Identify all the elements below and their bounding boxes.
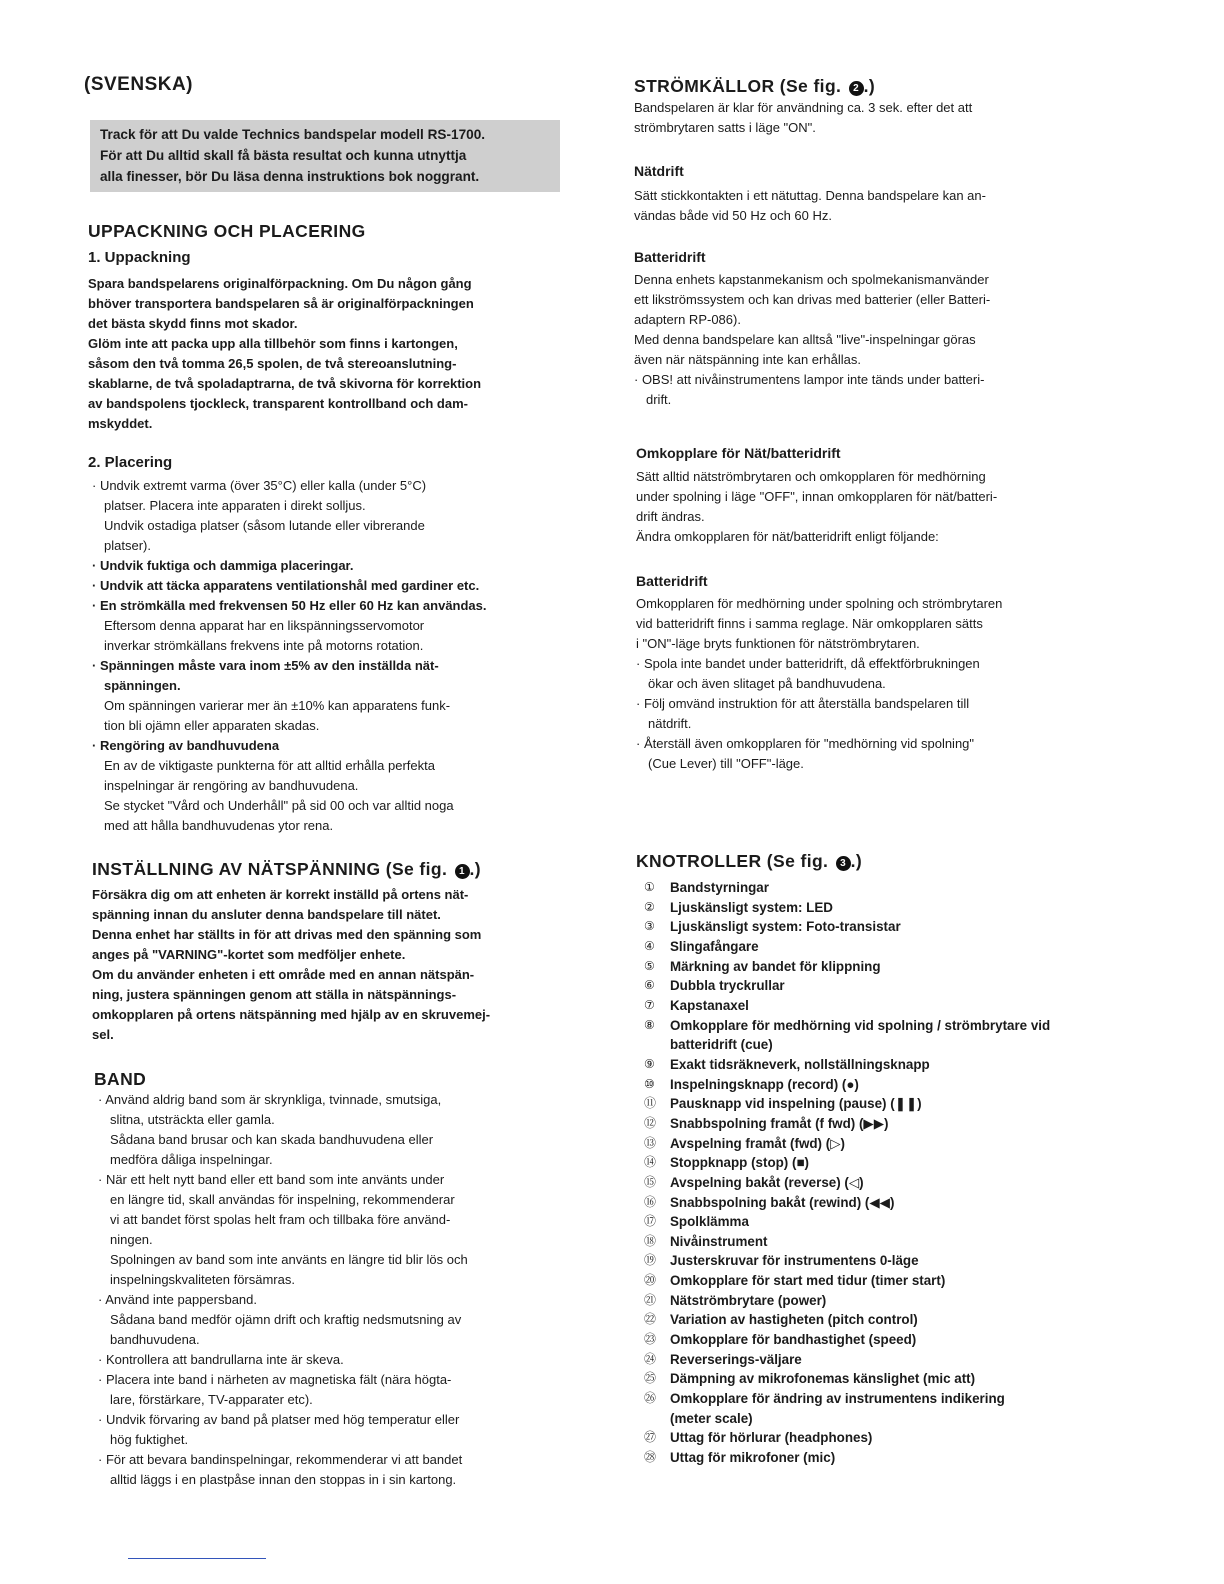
text-line: Eftersom denna apparat har en likspänningsservomotor [104, 618, 425, 633]
unpacking-text [88, 274, 578, 434]
text-line: platser. Placera inte apparaten i direkt solljus. [104, 498, 366, 513]
control-number: ⑪ [644, 1096, 657, 1111]
control-label: Bandstyrningar [670, 880, 769, 895]
footer-rule [128, 1558, 266, 1559]
control-number: ⑫ [644, 1115, 657, 1130]
power-title-text: STRÖMKÄLLOR (Se fig. [634, 76, 842, 96]
control-list-item [644, 1330, 1124, 1350]
control-number: ⑥ [644, 978, 655, 993]
figure-number-badge: 3 [836, 856, 851, 871]
control-label-continuation: batteridrift (cue) [670, 1037, 773, 1053]
language-heading: (SVENSKA) [84, 74, 194, 95]
control-number: ⑤ [644, 958, 655, 973]
text-line: · En strömkälla med frekvensen 50 Hz eller 60 Hz kan användas. [92, 598, 487, 613]
control-list-item [644, 1193, 1124, 1213]
control-list-item [644, 1232, 1124, 1252]
voltage-text [92, 885, 582, 1045]
text-line: alltid läggs i en plastpåse innan den stoppas in i sin kartong. [110, 1472, 457, 1487]
control-label: Stoppknapp (stop) (■) [670, 1155, 809, 1171]
subsection-title-switch: Omkopplare för Nät/batteridrift [636, 445, 841, 461]
subsection-title-unpacking: 1. Uppackning [88, 249, 191, 266]
control-label: Kapstanaxel [670, 997, 749, 1013]
text-line: inspelningskvaliteten försämras. [110, 1272, 295, 1287]
mains-text [634, 186, 1124, 226]
control-label: Reverserings-väljare [670, 1351, 802, 1367]
text-line: Med denna bandspelare kan alltså "live"-inspelningar göras [634, 332, 976, 347]
control-label: Pausknapp vid inspelning (pause) (❚❚) [670, 1096, 922, 1112]
text-line: under spolning i läge "OFF", innan omkopplaren för nät/batteri- [636, 489, 998, 504]
control-list-item [644, 1094, 1124, 1114]
text-line: · Undvik extremt varma (över 35°C) eller kalla (under 5°C) [92, 478, 427, 493]
control-list-item [644, 1153, 1124, 1173]
text-line: lare, förstärkare, TV-apparater etc). [110, 1392, 313, 1407]
text-line: i "ON"-läge bryts funktionen för nätströmbrytaren. [636, 636, 920, 651]
control-list-item [644, 1428, 1124, 1448]
text-line: inspelningar är rengöring av bandhuvudena. [104, 778, 359, 793]
section-title-unpacking: UPPACKNING OCH PLACERING [88, 221, 366, 241]
control-number: ㉒ [644, 1312, 657, 1327]
text-line: vid batteridrift finns i samma reglage. När omkopplaren sätts [636, 616, 983, 631]
text-line: omkopplaren på ortens nätspänning med hjälp av en skruvemej- [92, 1007, 491, 1022]
control-number: ③ [644, 919, 655, 934]
control-list-item [644, 1016, 1124, 1036]
subsection-title-mains: Nätdrift [634, 163, 684, 179]
text-line: vi att bandet först spolas helt fram och tillbaka före använd- [110, 1212, 451, 1227]
control-list-item [644, 917, 1124, 937]
control-label: Omkopplare för bandhastighet (speed) [670, 1332, 917, 1348]
control-label: Märkning av bandet för klippning [670, 958, 881, 974]
battery-text [634, 270, 1124, 410]
text-line: ning, justera spänningen genom att ställa in nätspännings- [92, 987, 457, 1002]
text-line: · Kontrollera att bandrullarna inte är skeva. [98, 1352, 344, 1367]
voltage-title-text: INSTÄLLNING AV NÄTSPÄNNING (Se fig. [92, 859, 448, 879]
control-label: Spolklämma [670, 1214, 749, 1230]
text-line: · Undvik förvaring av band på platser med hög temperatur eller [98, 1412, 460, 1427]
control-list-item [644, 1291, 1124, 1311]
control-label: Ljuskänsligt system: LED [670, 899, 833, 915]
text-line: det bästa skydd finns mot skador. [88, 316, 298, 331]
text-line: Försäkra dig om att enheten är korrekt inställd på ortens nät- [92, 887, 469, 902]
text-line: · Återställ även omkopplaren för "medhörning vid spolning" [636, 736, 975, 751]
text-line: mskyddet. [88, 416, 153, 431]
control-label: Nätströmbrytare (power) [670, 1292, 827, 1308]
notice-line: alla finesser, bör Du läsa denna instruktions bok noggrant. [100, 169, 480, 184]
text-line: strömbrytaren satts i läge "ON". [634, 120, 816, 135]
control-list-item [644, 1055, 1124, 1075]
control-list-item [644, 1369, 1124, 1389]
text-line: · Spänningen måste vara inom ±5% av den inställda nät- [92, 658, 439, 673]
control-number: ⑦ [644, 997, 655, 1012]
control-label: Omkopplare för start med tidur (timer start) [670, 1273, 946, 1289]
text-line: Sätt alltid nätströmbrytaren och omkopplaren för medhörning [636, 469, 986, 484]
control-number: ① [644, 880, 655, 894]
text-line: En av de viktigaste punkterna för att alltid erhålla perfekta [104, 758, 435, 773]
text-line: Denna enhet har ställts in för att drivas med den spänning som [92, 927, 482, 942]
subsection-title-battery-2: Batteridrift [636, 573, 708, 589]
text-line: inverkar strömkällans frekvens inte på motorns rotation. [104, 638, 424, 653]
text-line: vändas både vid 50 Hz och 60 Hz. [634, 208, 833, 223]
text-line: slitna, utsträckta eller gamla. [110, 1112, 275, 1127]
control-label: Avspelning framåt (fwd) (▷) [670, 1135, 845, 1151]
text-line: såsom den två tomma 26,5 spolen, de två stereoanslutning- [88, 356, 457, 371]
control-number: ⑱ [644, 1233, 657, 1248]
power-text [634, 98, 1124, 138]
section-title-power [634, 76, 875, 97]
control-list-item [644, 996, 1124, 1016]
control-label: Nivåinstrument [670, 1233, 768, 1249]
text-line: nätdrift. [648, 716, 692, 731]
control-list-item [644, 1271, 1124, 1291]
control-list-item [644, 1134, 1124, 1154]
text-line: (Cue Lever) till "OFF"-läge. [648, 756, 804, 771]
text-line: tion bli ojämn eller apparaten skadas. [104, 718, 320, 733]
control-number: ⑲ [644, 1253, 657, 1268]
control-list-item [644, 1212, 1124, 1232]
text-line: · Använd aldrig band som är skrynkliga, tvinnade, smutsiga, [98, 1092, 442, 1107]
control-number: ㉓ [644, 1332, 657, 1347]
control-list-item [644, 937, 1124, 957]
control-list-item [644, 878, 1124, 898]
control-label: Omkopplare för medhörning vid spolning / strömbrytare vid [670, 1017, 1051, 1033]
control-label: Inspelningsknapp (record) (●) [670, 1076, 859, 1092]
control-list-item [644, 898, 1124, 918]
text-line: Om spänningen varierar mer än ±10% kan apparatens funk- [104, 698, 451, 713]
control-list-item [644, 1251, 1124, 1271]
text-line: platser). [104, 538, 151, 553]
control-list-item [644, 1448, 1124, 1468]
figure-number-badge: 1 [455, 864, 470, 879]
control-label: Exakt tidsräkneverk, nollställningsknapp [670, 1056, 930, 1072]
text-line: av bandspolens tjockleck, transparent kontrollband och dam- [88, 396, 468, 411]
text-line: drift. [646, 392, 672, 407]
text-line: · OBS! att nivåinstrumentens lampor inte tänds under batteri- [634, 372, 985, 387]
text-line: · För att bevara bandinspelningar, rekommenderar vi att bandet [98, 1452, 463, 1467]
controls-title-close: .) [850, 851, 863, 871]
control-label: Uttag för mikrofoner (mic) [670, 1450, 836, 1466]
text-line: Sådana band medför ojämn drift och kraftig nedsmutsning av [110, 1312, 462, 1327]
text-line: anges på "VARNING"-kortet som medföljer enhete. [92, 947, 406, 962]
controls-title-text: KNOTROLLER (Se fig. [636, 851, 829, 871]
text-line: Ändra omkopplaren för nät/batteridrift enligt följande: [636, 529, 939, 544]
control-list-item [644, 1173, 1124, 1193]
section-title-band: BAND [94, 1069, 147, 1089]
control-number: ⑬ [644, 1135, 657, 1150]
control-number: ④ [644, 938, 655, 953]
control-label: Avspelning bakåt (reverse) (◁) [670, 1174, 864, 1190]
control-label-continuation: (meter scale) [670, 1410, 753, 1426]
control-list-item [644, 1350, 1124, 1370]
text-line: · Rengöring av bandhuvudena [92, 738, 280, 753]
subsection-title-battery: Batteridrift [634, 249, 706, 265]
control-label: Snabbspolning framåt (f fwd) (▶▶) [670, 1115, 889, 1131]
text-line: även när nätspänning inte kan erhållas. [634, 352, 861, 367]
text-line: Glöm inte att packa upp alla tillbehör som finns i kartongen, [88, 336, 458, 351]
control-label: Dämpning av mikrofonemas känslighet (mic att) [670, 1371, 976, 1387]
control-number: ㉕ [644, 1371, 657, 1386]
text-line: Om du använder enheten i ett område med en annan nätspän- [92, 967, 475, 982]
text-line: adaptern RP-086). [634, 312, 741, 327]
placing-text [92, 476, 582, 836]
notice-line: För att Du alltid skall få bästa resultat och kunna utnyttja [100, 148, 467, 163]
text-line: · Spola inte bandet under batteridrift, då effektförbrukningen [636, 656, 980, 671]
text-line: Omkopplaren för medhörning under spolning och strömbrytaren [636, 596, 1003, 611]
text-line: · Använd inte pappersband. [98, 1292, 258, 1307]
control-number: ⑭ [644, 1155, 657, 1170]
text-line: · Placera inte band i närheten av magnetiska fält (nära högta- [98, 1372, 452, 1387]
control-number: ⑯ [644, 1194, 657, 1209]
control-number: ⑨ [644, 1056, 655, 1071]
control-number: ⑮ [644, 1174, 657, 1189]
control-list-item [644, 976, 1124, 996]
text-line: Sätt stickkontakten i ett nätuttag. Denna bandspelare kan an- [634, 188, 986, 203]
control-list-item [644, 1075, 1124, 1095]
text-line: bandhuvudena. [110, 1332, 200, 1347]
section-title-voltage [92, 859, 481, 880]
control-number: ⑳ [644, 1273, 657, 1288]
text-line: Spolningen av band som inte använts en längre tid blir lös och [110, 1252, 468, 1267]
text-line: Undvik ostadiga platser (såsom lutande eller vibrerande [104, 518, 425, 533]
control-number: ㉘ [644, 1450, 657, 1465]
control-number: ㉔ [644, 1351, 657, 1366]
text-line: sel. [92, 1027, 114, 1042]
control-list-item [644, 1310, 1124, 1330]
text-line: · Undvik att täcka apparatens ventilationshål med gardiner etc. [92, 578, 480, 593]
control-number: ⑰ [644, 1214, 657, 1229]
control-label: Omkopplare för ändring av instrumentens indikering [670, 1391, 1005, 1407]
control-number: ⑩ [644, 1076, 655, 1091]
section-title-controls [636, 851, 862, 872]
text-line: Sådana band brusar och kan skada bandhuvudena eller [110, 1132, 434, 1147]
text-line: spänningen. [104, 678, 181, 693]
voltage-title-close: .) [469, 859, 482, 879]
figure-number-badge: 2 [849, 81, 864, 96]
text-line: med att hålla bandhuvudenas ytor rena. [104, 818, 334, 833]
control-list-item [644, 1114, 1124, 1134]
switch-text [636, 467, 1126, 547]
control-number: ㉖ [644, 1391, 657, 1406]
text-line: Spara bandspelarens originalförpackning. Om Du någon gång [88, 276, 472, 291]
control-number: ㉗ [644, 1430, 657, 1445]
text-line: spänning innan du ansluter denna bandspelare till nätet. [92, 907, 441, 922]
text-line: · Följ omvänd instruktion för att återställa bandspelaren till [636, 696, 970, 711]
text-line: ningen. [110, 1232, 153, 1247]
text-line: · När ett helt nytt band eller ett band som inte använts under [98, 1172, 445, 1187]
control-label: Slingafångare [670, 938, 759, 954]
intro-notice-box [90, 120, 560, 192]
control-number: ⑧ [644, 1017, 655, 1032]
control-label: Variation av hastigheten (pitch control) [670, 1312, 918, 1328]
text-line: medföra dåliga inspelningar. [110, 1152, 273, 1167]
control-label: Snabbspolning bakåt (rewind) (◀◀) [670, 1194, 895, 1210]
control-list-item [644, 957, 1124, 977]
control-label: Uttag för hörlurar (headphones) [670, 1430, 873, 1446]
band-text [98, 1090, 588, 1490]
text-line: · Undvik fuktiga och dammiga placeringar. [92, 558, 354, 573]
control-list-item [644, 1389, 1124, 1409]
text-line: Denna enhets kapstanmekanism och spolmekanismanvänder [634, 272, 989, 287]
control-label: Justerskruvar för instrumentens 0-läge [670, 1253, 919, 1269]
text-line: ett likströmssystem och kan drivas med batterier (eller Batteri- [634, 292, 991, 307]
text-line: skablarne, de två spoladaptrarna, de två skivorna för korrektion [88, 376, 482, 391]
notice-line: Track för att Du valde Technics bandspelar modell RS-1700. [100, 127, 486, 142]
text-line: hög fuktighet. [110, 1432, 189, 1447]
controls-list [644, 878, 1124, 1468]
text-line: Bandspelaren är klar för användning ca. 3 sek. efter det att [634, 100, 973, 115]
control-number: ② [644, 899, 655, 914]
battery-2-text [636, 594, 1126, 774]
subsection-title-placing: 2. Placering [88, 454, 173, 471]
text-line: bhöver transportera bandspelaren så är originalförpackningen [88, 296, 474, 311]
text-line: ökar och även slitaget på bandhuvudena. [648, 676, 886, 691]
control-label: Dubbla tryckrullar [670, 978, 785, 994]
text-line: drift ändras. [636, 509, 705, 524]
control-label: Ljuskänsligt system: Foto-transistar [670, 919, 901, 935]
control-number: ㉑ [644, 1292, 657, 1307]
power-title-close: .) [863, 76, 876, 96]
text-line: en längre tid, skall användas för inspelning, rekommenderar [110, 1192, 455, 1207]
text-line: Se stycket "Vård och Underhåll" på sid 00 och var alltid noga [104, 798, 454, 813]
